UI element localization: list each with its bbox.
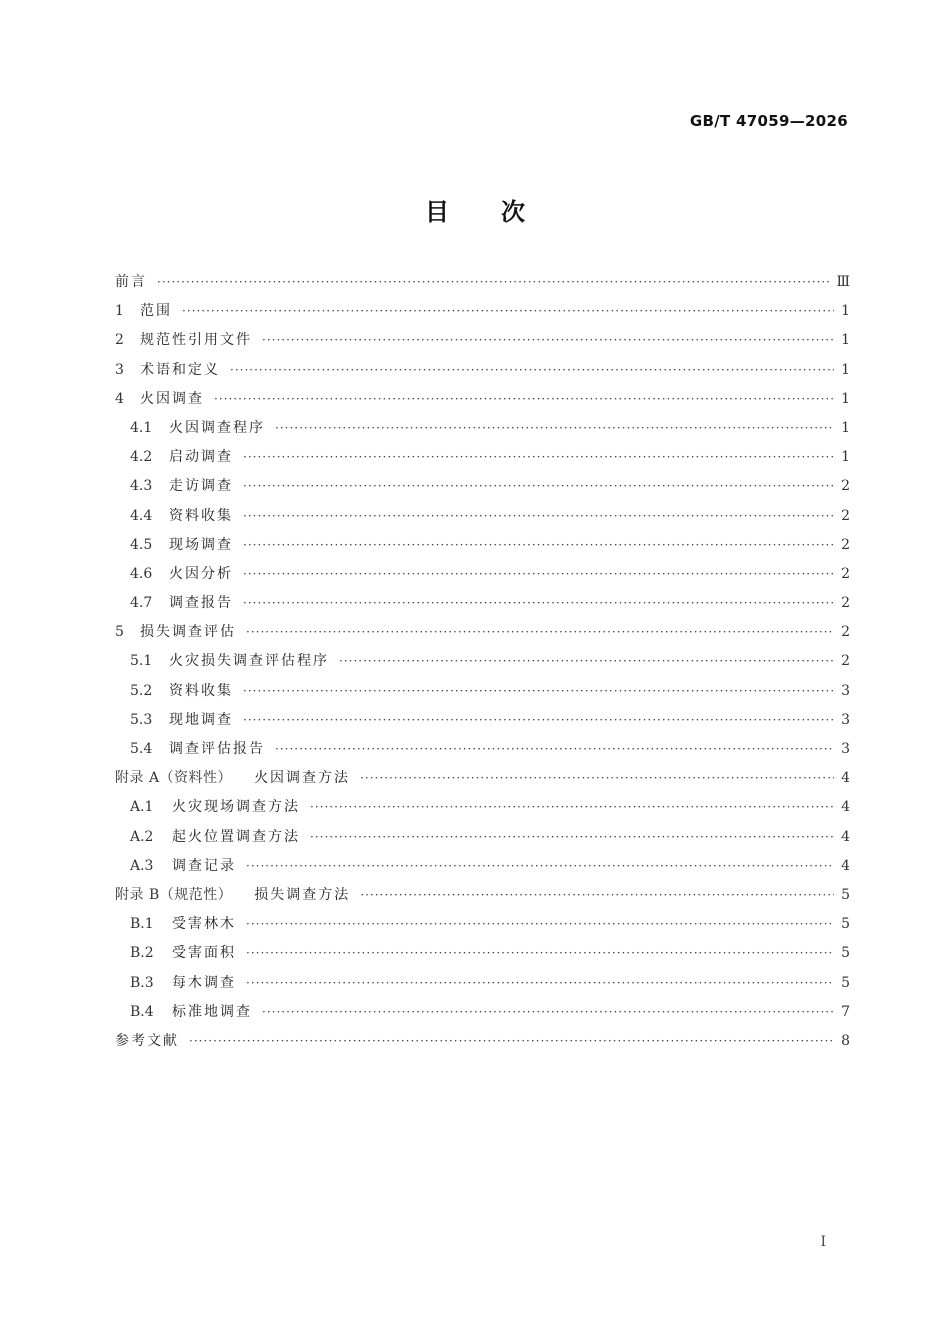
toc-entry-page: 5 [841, 974, 850, 991]
toc-entry-label: 损失调查评估 [140, 624, 236, 641]
toc-entry-label: 参考文献 [115, 1032, 179, 1049]
toc-leader-dots [360, 764, 834, 793]
toc-entry[interactable] [115, 706, 850, 735]
toc-leader-dots [243, 472, 834, 501]
toc-entry-label: 现地调查 [169, 711, 233, 728]
toc-entry[interactable] [115, 297, 850, 326]
toc-entry-label: 启动调查 [169, 449, 233, 466]
toc-leader-dots [246, 939, 834, 968]
toc-entry-number: 4.2 [130, 449, 153, 466]
toc-leader-dots [182, 297, 834, 326]
toc-entry-label: 起火位置调查方法 [172, 828, 300, 845]
toc-entry-number: 4.7 [130, 595, 153, 612]
toc-entry[interactable] [115, 502, 850, 531]
toc-entry-page: 3 [841, 711, 850, 728]
toc-entry-label: 火因分析 [169, 565, 233, 582]
toc-leader-dots [243, 677, 834, 706]
toc-entry[interactable] [115, 823, 850, 852]
toc-entry-page: 2 [841, 536, 850, 553]
toc-entry-label: 火灾现场调查方法 [172, 799, 300, 816]
toc-entry-label: 火因调查 [140, 390, 204, 407]
toc-entry[interactable] [115, 735, 850, 764]
toc-entry[interactable] [115, 414, 850, 443]
standard-number: GB/T 47059—2026 [689, 112, 848, 130]
toc-entry-label: 资料收集 [169, 507, 233, 524]
toc-entry-number: B.4 [130, 1003, 154, 1020]
toc-entry-page: 4 [841, 857, 850, 874]
toc-entry[interactable] [115, 443, 850, 472]
toc-entry-page: 4 [841, 828, 850, 845]
toc-entry-page: 3 [841, 741, 850, 757]
toc-entry-page: 5 [841, 886, 850, 903]
toc-entry-number: 5.3 [130, 711, 153, 728]
toc-entry[interactable] [115, 589, 850, 618]
toc-entry-label: 调查评估报告 [169, 741, 265, 757]
toc-entry-page: 2 [841, 653, 850, 670]
toc-leader-dots [246, 852, 834, 881]
toc-leader-dots [214, 385, 834, 414]
toc-leader-dots [246, 969, 834, 998]
toc-entry-page: 1 [841, 449, 850, 466]
toc-entry-label: 范围 [140, 303, 172, 320]
toc-leader-dots [243, 502, 834, 531]
toc-leader-dots [243, 560, 834, 589]
table-of-contents [115, 268, 850, 1056]
toc-entry-label: 规范性引用文件 [140, 332, 252, 349]
toc-leader-dots [262, 326, 834, 355]
toc-entry-number: 4.6 [130, 565, 153, 582]
toc-entry-number: 5.4 [130, 741, 153, 757]
toc-entry-label: 每木调查 [172, 974, 236, 991]
toc-entry-number: A.2 [130, 828, 154, 845]
toc-entry-label: 标准地调查 [172, 1003, 252, 1020]
toc-entry-label: 资料收集 [169, 682, 233, 699]
toc-entry-number: 3 [115, 361, 124, 378]
toc-entry[interactable] [115, 560, 850, 589]
toc-entry-page: 8 [841, 1032, 850, 1049]
toc-entry-label: 受害林木 [172, 916, 236, 933]
toc-entry[interactable] [115, 1027, 850, 1056]
toc-entry-number: 4.1 [130, 419, 153, 436]
toc-leader-dots [243, 531, 834, 560]
toc-entry-page: 5 [841, 916, 850, 933]
toc-entry-page: 2 [841, 478, 850, 495]
toc-leader-dots [262, 998, 834, 1027]
toc-entry[interactable] [115, 268, 850, 297]
toc-entry[interactable] [115, 881, 850, 910]
toc-entry[interactable] [115, 647, 850, 676]
toc-leader-dots [246, 910, 834, 939]
toc-entry-page: 1 [841, 419, 850, 436]
toc-entry-number: 附录 B（规范性） [115, 886, 233, 903]
toc-entry[interactable] [115, 998, 850, 1027]
toc-leader-dots [360, 881, 834, 910]
toc-entry-label: 火灾损失调查评估程序 [169, 653, 329, 670]
toc-entry-number: B.2 [130, 945, 154, 962]
toc-entry-number: 附录 A（资料性） [115, 770, 233, 787]
toc-entry-number: A.1 [130, 799, 154, 816]
toc-entry-page: 4 [841, 770, 850, 787]
toc-entry-number: 5.1 [130, 653, 153, 670]
toc-leader-dots [243, 589, 834, 618]
toc-entry[interactable] [115, 385, 850, 414]
toc-entry[interactable] [115, 910, 850, 939]
toc-entry[interactable] [115, 472, 850, 501]
toc-entry-label: 术语和定义 [140, 361, 220, 378]
toc-leader-dots [339, 647, 834, 676]
page-folio: Ⅰ [820, 1234, 826, 1250]
toc-entry-label: 现场调查 [169, 536, 233, 553]
toc-entry-page: 2 [841, 507, 850, 524]
toc-entry-label: 前言 [115, 274, 147, 290]
toc-leader-dots [243, 443, 834, 472]
toc-entry[interactable] [115, 531, 850, 560]
toc-leader-dots [157, 268, 830, 297]
toc-entry-page: 1 [841, 361, 850, 378]
toc-entry-page: 2 [841, 624, 850, 641]
toc-entry-label: 调查记录 [172, 857, 236, 874]
toc-entry[interactable] [115, 793, 850, 822]
toc-entry-label: 受害面积 [172, 945, 236, 962]
toc-entry-page: 1 [841, 303, 850, 320]
toc-entry[interactable] [115, 764, 850, 793]
toc-entry-page: 2 [841, 595, 850, 612]
toc-entry[interactable] [115, 356, 850, 385]
toc-entry-page: Ⅲ [836, 274, 850, 290]
toc-leader-dots [310, 793, 834, 822]
toc-entry[interactable] [115, 677, 850, 706]
toc-leader-dots [275, 414, 834, 443]
toc-entry-number: 4.5 [130, 536, 153, 553]
toc-entry-number: 4.3 [130, 478, 153, 495]
toc-entry[interactable] [115, 618, 850, 647]
toc-leader-dots [243, 706, 834, 735]
toc-entry-label: 走访调查 [169, 478, 233, 495]
toc-leader-dots [189, 1027, 834, 1056]
toc-entry-number: A.3 [130, 857, 154, 874]
toc-entry-number: 5 [115, 624, 124, 641]
toc-entry[interactable] [115, 852, 850, 881]
toc-leader-dots [310, 823, 834, 852]
toc-leader-dots [275, 735, 834, 764]
toc-entry[interactable] [115, 939, 850, 968]
toc-entry-number: 2 [115, 332, 124, 349]
toc-entry-number: 5.2 [130, 682, 153, 699]
toc-entry-number: 1 [115, 303, 124, 320]
toc-entry-page: 4 [841, 799, 850, 816]
toc-entry-page: 1 [841, 390, 850, 407]
toc-leader-dots [230, 356, 834, 385]
toc-entry-number: B.3 [130, 974, 154, 991]
toc-entry-page: 5 [841, 945, 850, 962]
toc-entry-page: 2 [841, 565, 850, 582]
toc-entry-number: 4 [115, 390, 124, 407]
toc-entry-label: 火因调查方法 [254, 770, 351, 787]
toc-entry-page: 1 [841, 332, 850, 349]
toc-entry-label: 损失调查方法 [254, 886, 351, 903]
toc-entry-page: 7 [841, 1003, 850, 1020]
toc-entry-label: 火因调查程序 [169, 419, 265, 436]
toc-entry-label: 调查报告 [169, 595, 233, 612]
toc-entry-page: 3 [841, 682, 850, 699]
toc-entry[interactable] [115, 326, 850, 355]
toc-entry[interactable] [115, 969, 850, 998]
page-title: 目次 [425, 198, 577, 226]
toc-leader-dots [246, 618, 834, 647]
toc-entry-number: 4.4 [130, 507, 153, 524]
toc-entry-number: B.1 [130, 916, 154, 933]
